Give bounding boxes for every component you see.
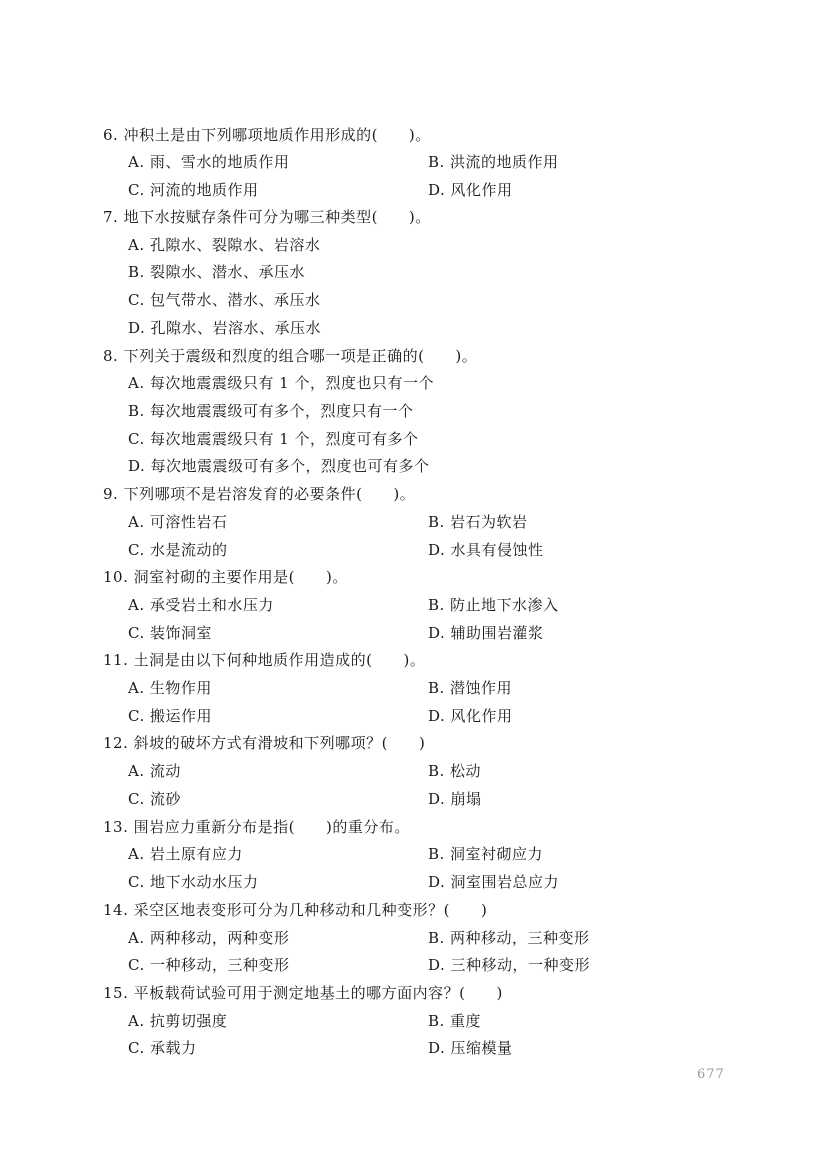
question-10-option-c: C. 装饰洞室 [128,624,212,642]
question-9-option-b: B. 岩石为软岩 [428,513,528,531]
question-8-option-b: B. 每次地震震级可有多个，烈度只有一个 [128,402,414,420]
question-14-option-c: C. 一种移动，三种变形 [128,956,290,974]
question-13-option-c: C. 地下水动水压力 [128,873,259,891]
question-11-option-c: C. 搬运作用 [128,707,212,725]
question-15-option-c: C. 承载力 [128,1039,197,1057]
question-6-option-b: B. 洪流的地质作用 [428,153,559,171]
question-10: 10. 洞室衬砌的主要作用是( )。 [103,568,348,586]
question-11-option-b: B. 潜蚀作用 [428,679,513,697]
question-7-option-d: D. 孔隙水、岩溶水、承压水 [128,319,322,337]
question-8-option-d: D. 每次地震震级可有多个，烈度也可有多个 [128,457,430,475]
question-11: 11. 土洞是由以下何种地质作用造成的( )。 [103,651,426,669]
question-7-option-b: B. 裂隙水、潜水、承压水 [128,263,306,281]
question-12-option-c: C. 流砂 [128,790,181,808]
question-6-option-d: D. 风化作用 [428,181,513,199]
question-9-option-d: D. 水具有侵蚀性 [428,541,544,559]
question-15: 15. 平板载荷试验可用于测定地基土的哪方面内容？( ) [103,984,503,1002]
question-7: 7. 地下水按赋存条件可分为哪三种类型( )。 [103,208,431,226]
question-14-option-d: D. 三种移动，一种变形 [428,956,591,974]
question-15-option-a: A. 抗剪切强度 [128,1012,228,1030]
question-12-option-b: B. 松动 [428,762,482,780]
question-8: 8. 下列关于震级和烈度的组合哪一项是正确的( )。 [103,347,478,365]
question-9: 9. 下列哪项不是岩溶发育的必要条件( )。 [103,485,416,503]
question-8-option-c: C. 每次地震震级只有 1 个，烈度可有多个 [128,430,419,448]
question-13: 13. 围岩应力重新分布是指( )的重分布。 [103,818,410,836]
question-15-option-d: D. 压缩模量 [428,1039,513,1057]
question-15-option-b: B. 重度 [428,1012,482,1030]
question-14: 14. 采空区地表变形可分为几种移动和几种变形？( ) [103,901,488,919]
question-11-option-a: A. 生物作用 [128,679,212,697]
question-10-option-d: D. 辅助围岩灌浆 [428,624,544,642]
question-12-option-a: A. 流动 [128,762,181,780]
question-14-option-b: B. 两种移动，三种变形 [428,929,590,947]
question-10-option-a: A. 承受岩土和水压力 [128,596,274,614]
question-11-option-d: D. 风化作用 [428,707,513,725]
question-7-option-a: A. 孔隙水、裂隙水、岩溶水 [128,236,321,254]
question-12: 12. 斜坡的破坏方式有滑坡和下列哪项？( ) [103,734,426,752]
question-12-option-d: D. 崩塌 [428,790,482,808]
question-10-option-b: B. 防止地下水渗入 [428,596,559,614]
page-number: 677 [697,1067,725,1082]
question-13-option-a: A. 岩土原有应力 [128,845,243,863]
question-6: 6. 冲积土是由下列哪项地质作用形成的( )。 [103,126,431,144]
question-9-option-c: C. 水是流动的 [128,541,228,559]
question-13-option-d: D. 洞室围岩总应力 [428,873,560,891]
question-9-option-a: A. 可溶性岩石 [128,513,228,531]
question-13-option-b: B. 洞室衬砌应力 [428,845,544,863]
question-14-option-a: A. 两种移动，两种变形 [128,929,290,947]
question-6-option-c: C. 河流的地质作用 [128,181,259,199]
question-6-option-a: A. 雨、雪水的地质作用 [128,153,290,171]
question-7-option-c: C. 包气带水、潜水、承压水 [128,291,321,309]
question-8-option-a: A. 每次地震震级只有 1 个，烈度也只有一个 [128,374,434,392]
